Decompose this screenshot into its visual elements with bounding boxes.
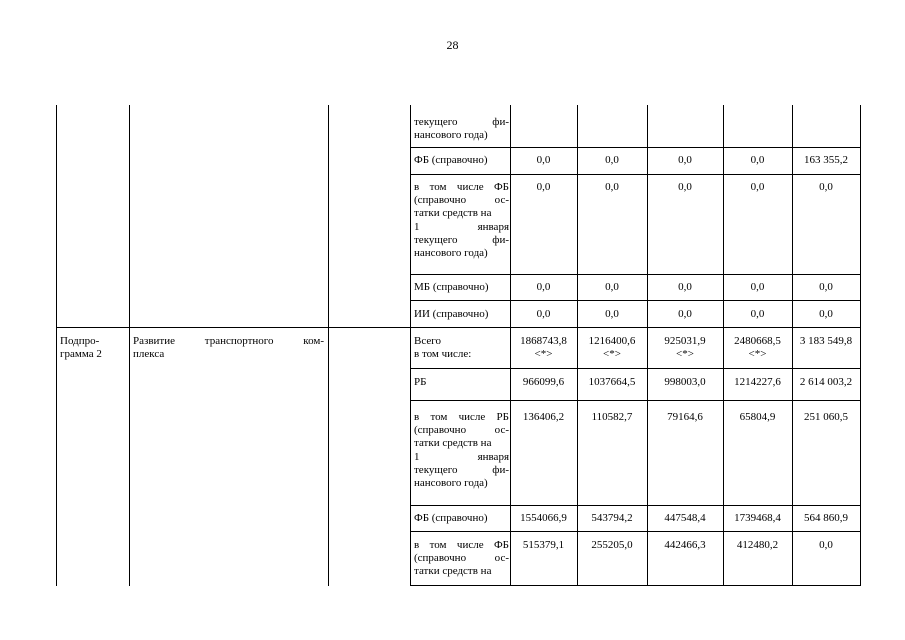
value-cell: 1037664,5 [588, 376, 636, 388]
value-cell: 0,0 [750, 281, 765, 293]
value-cell: 0,0 [678, 181, 692, 193]
row-label: в том числе ФБ (справочно ос- татки средств на 1 января текущего фи- нансового года) [414, 181, 509, 260]
value-cell: 0,0 [605, 154, 619, 166]
value-cell: 110582,7 [591, 411, 633, 423]
value-cell: 0,0 [819, 308, 833, 320]
value-cell: 0,0 [678, 281, 692, 293]
row-label: ФБ (справочно) [414, 154, 488, 166]
table-row-line [410, 400, 860, 401]
value-cell: 1214227,6 [734, 376, 781, 388]
value-cell: 0,0 [536, 154, 551, 166]
value-cell: 543794,2 [591, 512, 633, 524]
asterisk-note: <*> [603, 348, 621, 361]
value-cell: 0,0 [750, 181, 765, 193]
row-label: ИИ (справочно) [414, 308, 489, 320]
table-row-line [410, 274, 860, 275]
value-cell: 0,0 [750, 308, 765, 320]
value-cell: 1739468,4 [734, 512, 781, 524]
table-row-line [410, 300, 860, 301]
value-cell: 0,0 [605, 308, 619, 320]
table-col-line-4 [410, 105, 411, 586]
value-cell: 163 355,2 [804, 154, 848, 166]
table-row-line [410, 368, 860, 369]
value-cell: 136406,2 [522, 411, 565, 423]
table-row-line [410, 585, 860, 586]
table-row-line [56, 327, 860, 328]
value-cell: 0,0 [678, 308, 692, 320]
value-cell: 564 860,9 [804, 512, 848, 524]
value-cell: 1868743,8 <*> [510, 335, 577, 361]
value-cell: 0,0 [536, 281, 551, 293]
table-col-line-2 [129, 105, 130, 586]
value-cell: 251 060,5 [804, 411, 848, 423]
value-cell: 255205,0 [591, 539, 633, 551]
value-cell: 925031,9 <*> [647, 335, 723, 361]
table-col-line-1 [56, 105, 57, 586]
row-label: РБ [414, 376, 427, 388]
value-cell: 966099,6 [522, 376, 565, 388]
subprogram-label: Подпро- грамма 2 [60, 335, 102, 361]
value-cell: 412480,2 [736, 539, 779, 551]
value-cell: 79164,6 [667, 411, 703, 423]
row-label: ФБ (справочно) [414, 512, 488, 524]
subprogram-title: Развитие транспортного ком- плекса [133, 335, 324, 361]
value-cell: 0,0 [750, 154, 765, 166]
row-label: МБ (справочно) [414, 281, 489, 293]
value-cell: 0,0 [819, 281, 833, 293]
page-number: 28 [446, 38, 459, 52]
row-label: Всего в том числе: [414, 335, 472, 361]
value-cell: 1216400,6 <*> [577, 335, 647, 361]
value-cell: 0,0 [678, 154, 692, 166]
table-row-line [410, 531, 860, 532]
value-cell: 2480668,5 <*> [723, 335, 792, 361]
value-cell: 515379,1 [522, 539, 565, 551]
table-col-line-3 [328, 105, 329, 586]
table-row-line [410, 174, 860, 175]
row-label: текущего фи- нансового года) [414, 116, 509, 142]
value-cell: 0,0 [605, 181, 619, 193]
table-col-line-10 [860, 105, 861, 586]
asterisk-note: <*> [676, 348, 694, 361]
value-cell: 0,0 [605, 281, 619, 293]
value-cell: 442466,3 [664, 539, 706, 551]
value-cell: 998003,0 [664, 376, 706, 388]
value-cell: 0,0 [819, 181, 833, 193]
value-cell: 1554066,9 [520, 512, 567, 524]
asterisk-note: <*> [534, 348, 553, 361]
table-row-line [410, 505, 860, 506]
asterisk-note: <*> [748, 348, 767, 361]
value-cell: 0,0 [819, 539, 833, 551]
row-label: в том числе РБ (справочно ос- татки средств на 1 января текущего фи- нансового года) [414, 411, 509, 490]
table-row-line [410, 147, 860, 148]
row-label: в том числе ФБ (справочно ос- татки средств на [414, 539, 509, 578]
value-cell: 0,0 [536, 181, 551, 193]
value-cell: 65804,9 [739, 411, 776, 423]
value-cell: 2 614 003,2 [799, 376, 853, 388]
value-cell: 447548,4 [664, 512, 706, 524]
value-cell: 0,0 [536, 308, 551, 320]
value-cell: 3 183 549,8 [799, 335, 853, 347]
